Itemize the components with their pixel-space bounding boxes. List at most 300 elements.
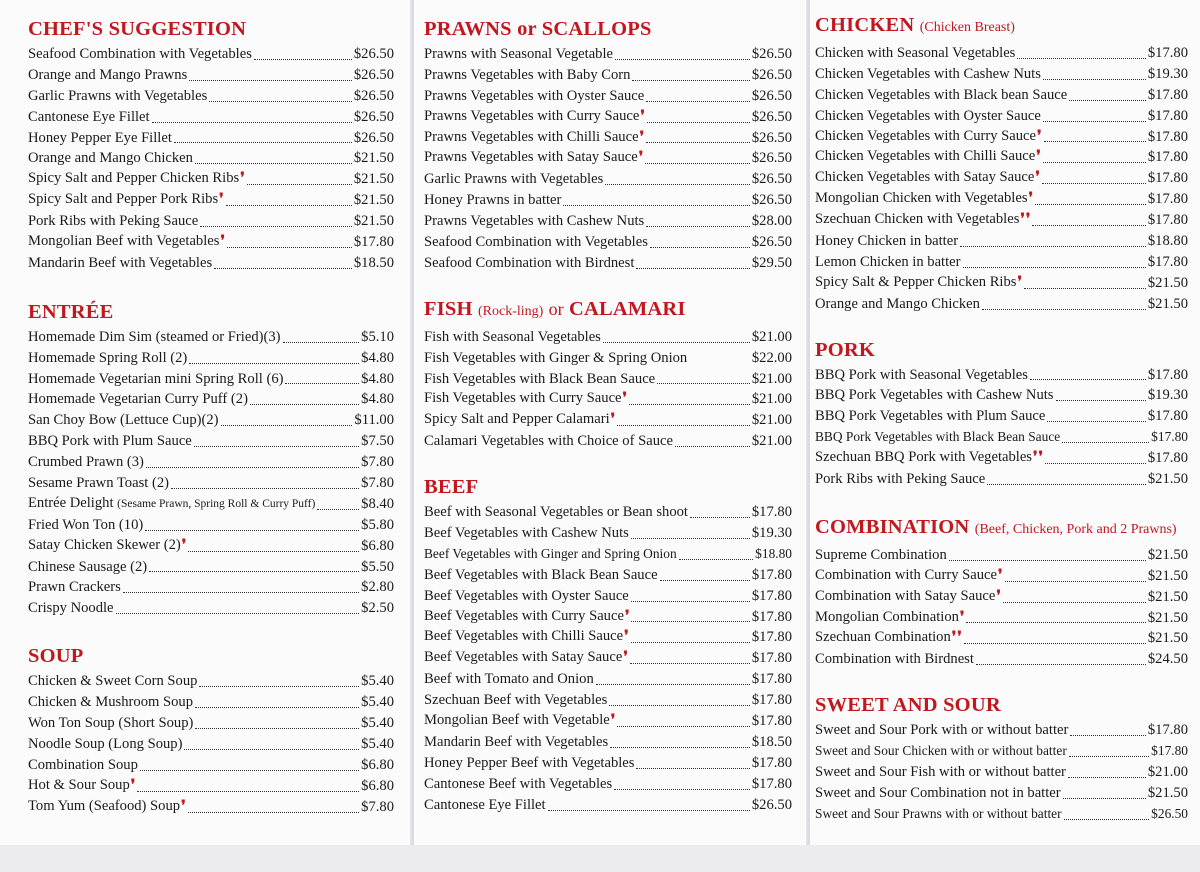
item-price: $21.50: [1147, 630, 1188, 647]
section-title-text: CHICKEN: [815, 14, 915, 36]
menu-item: [815, 85, 1188, 106]
item-name-text: Chicken Vegetables with Cashew Nuts: [815, 65, 1041, 82]
menu-item: [28, 327, 394, 348]
item-name-text: Beef Vegetables with Oyster Sauce: [424, 587, 629, 604]
item-name-text: Combination with Satay Sauce: [815, 587, 996, 604]
item-name: [28, 535, 186, 557]
dot-leader: [596, 683, 750, 685]
item-price: $8.40: [361, 495, 394, 512]
chili-icon: [220, 234, 225, 249]
item-name-text: Szechuan Chicken with Vegetables: [815, 211, 1020, 228]
dot-leader: [188, 811, 360, 813]
item-price: $17.80: [751, 713, 792, 730]
menu-item: [815, 649, 1188, 670]
item-name-text: Noodle Soup (Long Soup): [28, 735, 183, 752]
item-price: $21.50: [1147, 295, 1188, 312]
item-price: $21.00: [751, 433, 792, 450]
menu-item: [815, 762, 1188, 783]
item-price: $26.50: [353, 129, 394, 146]
item-name: [28, 348, 187, 369]
page-bottom-edge: [0, 845, 1200, 872]
item-name: [424, 65, 630, 86]
menu-item: [28, 452, 394, 473]
item-name: [815, 231, 958, 252]
item-price: $6.80: [361, 537, 394, 554]
menu-item: [424, 211, 792, 232]
menu-item: [815, 127, 1188, 148]
item-name-text: Prawns Vegetables with Chilli Sauce: [424, 128, 639, 145]
menu-item: [815, 587, 1188, 608]
chili-icon: [1029, 191, 1034, 206]
dot-leader: [631, 537, 750, 539]
menu-item: [424, 389, 792, 410]
dot-leader: [987, 483, 1146, 485]
menu-item: [424, 732, 792, 753]
item-name: [28, 692, 193, 713]
section-gap: [28, 619, 394, 643]
section-title: [28, 299, 394, 325]
item-price: $4.80: [361, 370, 394, 387]
item-name-text: Combination Soup: [28, 756, 138, 773]
dot-leader: [1043, 78, 1146, 80]
item-name-text: Homemade Spring Roll (2): [28, 349, 188, 366]
chili-icon: [952, 630, 957, 645]
dot-leader: [657, 382, 750, 384]
menu-section: [815, 337, 1188, 490]
chili-icon: [1020, 212, 1025, 227]
section-title: [424, 16, 792, 42]
section-subtitle: (Beef, Chicken, Pork and 2 Prawns): [974, 521, 1177, 537]
item-name-text: Honey Chicken in batter: [815, 233, 959, 249]
menu-item: [424, 627, 792, 648]
menu-section: [424, 296, 792, 452]
item-price: $17.80: [751, 754, 792, 771]
item-name: [28, 473, 169, 494]
item-price: $21.00: [751, 412, 792, 429]
dot-leader: [982, 308, 1146, 310]
item-name-text: Crispy Noodle: [28, 600, 114, 617]
item-name: [28, 755, 138, 776]
item-name-text: Chicken with Seasonal Vegetables: [815, 44, 1016, 61]
menu-item: [28, 692, 394, 713]
dot-leader: [1017, 57, 1146, 59]
item-price: $26.50: [751, 150, 792, 167]
chili-icon: [1033, 450, 1038, 465]
dot-leader: [631, 600, 750, 602]
item-name-text: Combination with Birdnest: [815, 651, 974, 668]
item-name-text: BBQ Pork Vegetables with Cashew Nuts: [815, 387, 1054, 404]
dot-leader: [188, 550, 359, 552]
item-name: [424, 232, 648, 253]
item-name: [424, 409, 615, 431]
item-name-text: Calamari Vegetables with Choice of Sauce: [424, 433, 673, 450]
item-name-text: Honey Pepper Eye Fillet: [28, 129, 172, 146]
item-name-text: Mandarin Beef with Vegetables: [28, 254, 213, 271]
item-price: $28.00: [751, 213, 792, 230]
dot-leader: [963, 266, 1146, 268]
item-price: $26.50: [751, 45, 792, 62]
item-name: [424, 647, 628, 669]
item-name: [424, 127, 644, 149]
dot-leader: [174, 141, 352, 143]
item-name-text: Beef Vegetables with Cashew Nuts: [424, 525, 629, 542]
item-price: $17.80: [751, 629, 792, 646]
menu-item: [424, 169, 792, 190]
dot-leader: [1064, 818, 1150, 820]
dot-leader: [149, 570, 359, 572]
item-name-text: Beef Vegetables with Satay Sauce: [424, 649, 623, 666]
menu-column-right: [810, 0, 1200, 845]
item-name-text: Cantonese Beef with Vegetables: [424, 775, 613, 792]
item-name: [424, 606, 629, 628]
item-price: $21.50: [1147, 546, 1188, 563]
menu-item: [815, 231, 1188, 252]
item-name-text: Garlic Prawns with Vegetables: [424, 171, 604, 188]
item-name: [28, 734, 182, 755]
item-name: [815, 188, 1033, 210]
menu-item: [424, 523, 792, 544]
section-title-text: BEEF: [424, 476, 479, 499]
menu-item: [815, 43, 1188, 64]
menu-column-left: [0, 0, 410, 845]
item-name-text: Crumbed Prawn (3): [28, 454, 144, 471]
item-name: [815, 469, 985, 490]
item-name: [424, 147, 643, 169]
dot-leader: [646, 141, 750, 143]
menu-item: [815, 106, 1188, 127]
chili-icon: [640, 109, 645, 124]
section-title: [815, 692, 1188, 718]
item-name-text: BBQ Pork with Seasonal Vegetables: [815, 366, 1028, 383]
dot-leader: [1035, 203, 1146, 205]
chili-icon: [1026, 212, 1031, 227]
item-name: [815, 427, 1060, 448]
item-name-text: Beef Vegetables with Chilli Sauce: [424, 628, 624, 645]
item-name: [28, 389, 248, 410]
dot-leader: [227, 246, 352, 248]
chili-icon: [623, 391, 628, 406]
dot-leader: [152, 121, 352, 123]
menu-item: [815, 385, 1188, 406]
item-name-text: Prawns Vegetables with Curry Sauce: [424, 107, 640, 124]
dot-leader: [631, 620, 749, 622]
item-name-text: BBQ Pork with Plum Sauce: [28, 433, 192, 450]
item-name: [28, 410, 219, 431]
item-price: $21.50: [1147, 609, 1188, 626]
item-name: [815, 126, 1042, 148]
menu-item: [424, 669, 792, 690]
item-price: $17.80: [1147, 450, 1188, 467]
item-name: [28, 369, 283, 390]
item-price: $18.50: [353, 254, 394, 271]
menu-item: [424, 565, 792, 586]
menu-item: [424, 327, 792, 348]
item-name-text: Orange and Mango Chicken: [28, 150, 193, 167]
item-name: [28, 598, 114, 619]
dot-leader: [1043, 120, 1146, 122]
item-price: $21.50: [1147, 567, 1188, 584]
chili-icon: [611, 713, 616, 728]
item-name-text: Pork Ribs with Peking Sauce: [28, 213, 199, 230]
item-name: [815, 272, 1022, 294]
item-price: $26.50: [751, 66, 792, 83]
dot-leader: [189, 79, 352, 81]
item-price: $17.80: [1147, 212, 1188, 229]
menu-item: [28, 713, 394, 734]
section-title-text: COMBINATION: [815, 515, 970, 538]
item-name: [424, 690, 607, 711]
dot-leader: [964, 642, 1146, 644]
chili-icon: [639, 150, 644, 165]
dot-leader: [1063, 797, 1146, 799]
menu-section: [424, 16, 792, 274]
item-name: [28, 86, 207, 107]
item-name-text: Chinese Sausage (2): [28, 558, 148, 575]
item-name-text: Sesame Prawn Toast (2): [28, 475, 169, 492]
dot-leader: [675, 445, 750, 447]
chili-icon: [182, 538, 187, 553]
section-gap: [424, 452, 792, 474]
menu-item: [28, 431, 394, 452]
dot-leader: [689, 363, 750, 364]
item-name-text: Szechuan Beef with Vegetables: [424, 692, 608, 709]
item-name: [424, 44, 613, 65]
menu-item: [28, 253, 394, 274]
dot-leader: [631, 641, 750, 643]
menu-item: [28, 557, 394, 578]
dot-leader: [603, 341, 750, 343]
menu-item: [28, 410, 394, 431]
dot-leader: [200, 225, 352, 227]
menu-item: [424, 232, 792, 253]
item-name: [28, 775, 135, 797]
item-price: $21.00: [1147, 764, 1188, 781]
dot-leader: [1045, 462, 1146, 464]
item-price: $26.50: [751, 796, 792, 813]
section-subtitle: (Rock-ling): [477, 303, 544, 319]
item-price: $26.50: [751, 129, 792, 146]
item-price: $24.50: [1147, 651, 1188, 668]
item-name: [815, 586, 1001, 608]
section-title-text: CHEF'S SUGGESTION: [28, 18, 247, 40]
dot-leader: [194, 445, 359, 447]
item-name-text: Lemon Chicken in batter: [815, 253, 961, 270]
item-name-text: Prawn Crackers: [28, 579, 121, 596]
item-price: $17.80: [1147, 149, 1188, 166]
item-price: $17.80: [1147, 366, 1188, 383]
item-price: $21.50: [353, 213, 394, 230]
dot-leader: [614, 788, 750, 790]
item-price: $17.80: [751, 692, 792, 709]
section-title: [28, 16, 394, 42]
item-name: [815, 762, 1066, 783]
menu-item: [815, 406, 1188, 427]
menu-item: [28, 348, 394, 369]
menu-item: [815, 427, 1188, 448]
menu-item: [28, 232, 394, 253]
menu-item: [815, 147, 1188, 168]
menu-section: [815, 692, 1188, 824]
item-name: [424, 544, 677, 565]
dot-leader: [632, 79, 749, 81]
dot-leader: [650, 246, 750, 248]
item-price: $4.80: [361, 349, 394, 366]
dot-leader: [116, 612, 360, 614]
item-price: $17.80: [751, 650, 792, 667]
item-name-text: Chicken Vegetables with Chilli Sauce: [815, 148, 1036, 165]
item-name: [424, 369, 655, 390]
dot-leader: [548, 809, 750, 811]
item-name: [424, 774, 612, 795]
item-name-text: Szechuan Combination: [815, 629, 951, 646]
item-name: [28, 452, 144, 473]
section-title: [815, 12, 1188, 41]
dot-leader: [140, 769, 359, 771]
menu-item: [424, 431, 792, 452]
dot-leader: [605, 183, 750, 185]
dot-leader: [1005, 580, 1146, 582]
item-name-text: Garlic Prawns with Vegetables: [28, 87, 208, 104]
item-name: [28, 671, 197, 692]
dot-leader: [976, 663, 1146, 665]
dot-leader: [254, 58, 352, 60]
item-name: [28, 168, 245, 190]
section-title: [28, 643, 394, 669]
item-price: $21.00: [751, 328, 792, 345]
item-name: [28, 44, 252, 65]
item-name: [28, 231, 225, 253]
item-price: $26.50: [353, 108, 394, 125]
item-price: $26.50: [1151, 805, 1188, 821]
menu-item: [28, 734, 394, 755]
item-price: $18.80: [1147, 233, 1188, 249]
item-name-text: Chicken Vegetables with Curry Sauce: [815, 127, 1037, 144]
dot-leader: [1062, 441, 1149, 443]
item-name-text: Spicy Salt and Pepper Chicken Ribs: [28, 170, 240, 187]
menu-item: [28, 598, 394, 619]
dot-leader: [660, 579, 750, 581]
item-name: [424, 388, 627, 410]
dot-leader: [123, 591, 359, 593]
dot-leader: [636, 767, 749, 769]
item-price: $21.50: [1147, 588, 1188, 605]
item-name-text: Honey Pepper Beef with Vegetables: [424, 754, 635, 771]
item-name: [815, 294, 980, 315]
menu-item: [424, 253, 792, 274]
item-price: $6.80: [361, 756, 394, 773]
menu-item: [28, 86, 394, 107]
item-name-text: Sweet and Sour Fish with or without batter: [815, 764, 1066, 781]
dot-leader: [226, 204, 352, 206]
section-title: [815, 337, 1188, 363]
menu-item: [28, 169, 394, 190]
chili-icon: [998, 568, 1003, 583]
dot-leader: [1068, 776, 1146, 778]
menu-item: [28, 536, 394, 557]
menu-item: [28, 211, 394, 232]
item-name: [815, 565, 1003, 587]
item-price: $17.80: [751, 671, 792, 688]
item-price: $5.50: [361, 558, 394, 575]
item-price: $21.00: [751, 391, 792, 408]
item-name-text: Mongolian Combination: [815, 608, 959, 625]
item-name-text: Orange and Mango Prawns: [28, 66, 188, 83]
item-price: $17.80: [1147, 191, 1188, 208]
item-name: [815, 146, 1041, 168]
dot-leader: [617, 424, 750, 426]
item-name-text: BBQ Pork Vegetables with Black Bean Sauce: [815, 429, 1061, 445]
dot-leader: [630, 662, 750, 664]
item-name-text: Spicy Salt & Pepper Chicken Ribs: [815, 273, 1017, 290]
dot-leader: [250, 403, 359, 405]
menu-item: [815, 741, 1188, 762]
dot-leader: [137, 790, 359, 792]
item-price: $19.30: [751, 525, 792, 542]
chili-icon: [960, 610, 965, 625]
section-subtitle: (Chicken Breast): [919, 20, 1015, 35]
item-price: $18.50: [751, 733, 792, 750]
item-name-text: Chicken & Sweet Corn Soup: [28, 673, 198, 690]
item-price: $17.80: [1151, 743, 1188, 759]
item-price: $17.80: [1147, 253, 1188, 270]
item-name: [424, 753, 634, 774]
item-name: [815, 209, 1030, 231]
dot-leader: [199, 685, 359, 687]
item-name-text: Mongolian Beef with Vegetables: [28, 233, 220, 249]
chili-icon: [1035, 170, 1040, 185]
item-price: $26.50: [751, 108, 792, 125]
section-title-text: CALAMARI: [568, 297, 686, 320]
item-price: $17.80: [1147, 128, 1188, 145]
item-price: $29.50: [751, 254, 792, 271]
item-price: $17.80: [1147, 722, 1188, 739]
section-title: [424, 474, 792, 500]
menu-item: [424, 128, 792, 149]
dot-leader: [646, 100, 750, 102]
menu-item: [424, 753, 792, 774]
dot-leader: [645, 162, 750, 164]
menu-item: [424, 369, 792, 390]
item-name: [815, 365, 1028, 386]
menu-item: [424, 795, 792, 816]
item-name: [424, 431, 673, 452]
item-name-text: Beef with Tomato and Onion: [424, 671, 594, 688]
item-price: $21.50: [1147, 274, 1188, 291]
item-name-text: Homemade Vegetarian Curry Puff (2): [28, 391, 248, 408]
dot-leader: [1030, 378, 1146, 380]
item-name-text: Szechuan BBQ Pork with Vegetables: [815, 449, 1032, 466]
chili-icon: [625, 609, 630, 624]
dot-leader: [690, 516, 750, 518]
menu-item: [815, 545, 1188, 566]
item-price: $5.40: [361, 694, 394, 711]
item-name: [28, 431, 192, 452]
item-price: $7.80: [361, 798, 394, 815]
menu-item: [424, 586, 792, 607]
item-name: [815, 741, 1067, 762]
section-title-text: PORK: [815, 338, 876, 361]
item-name-text: Spicy Salt and Pepper Pork Ribs: [28, 191, 219, 208]
menu-item: [424, 648, 792, 669]
item-name: [815, 720, 1068, 741]
item-name: [424, 106, 645, 128]
item-name-text: Homemade Vegetarian mini Spring Roll (6): [28, 370, 284, 387]
item-name-text: Combination with Curry Sauce: [815, 566, 997, 583]
item-name: [424, 169, 603, 190]
item-name-text: Chicken Vegetables with Satay Sauce: [815, 169, 1035, 186]
dot-leader: [615, 58, 750, 60]
menu-item: [815, 273, 1188, 294]
